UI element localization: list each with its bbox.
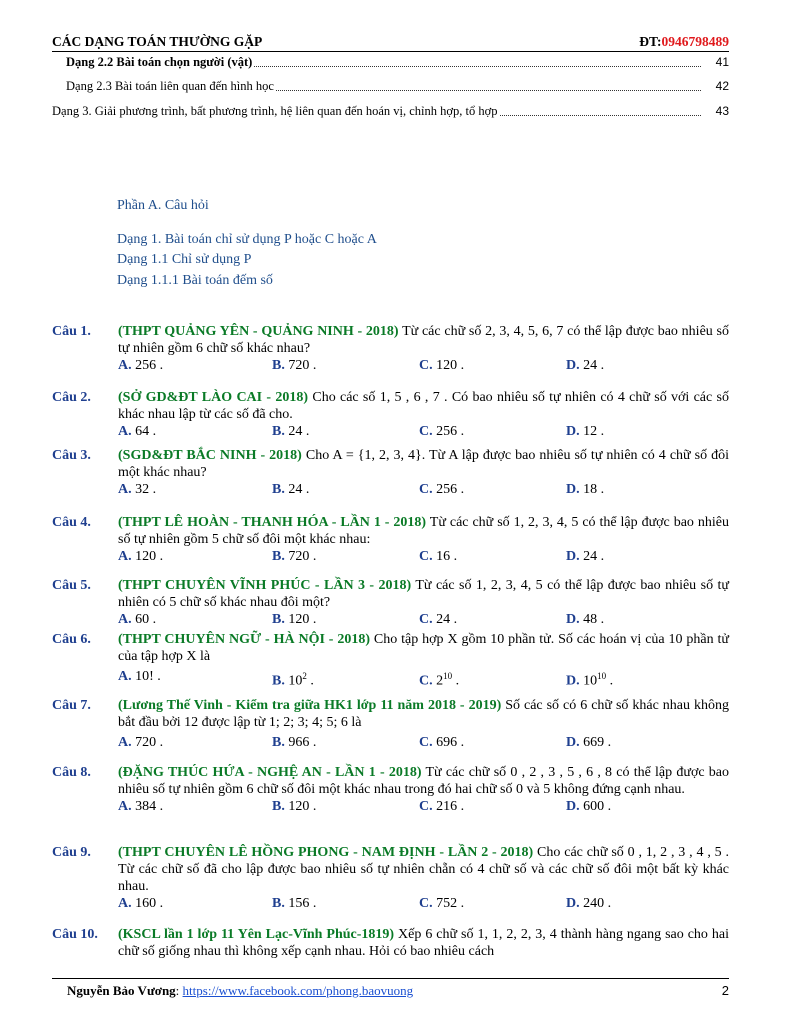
question: Câu 9. (THPT CHUYÊN LÊ HỒNG PHONG - NAM ĐỊNH - LẦN 2 - 2018) Cho các chữ số 0 , 1, 2 , 3 , 4 , 5 . Từ các chữ số đã cho lập được bao nhiêu số tự nhiên chẵn có 4 chữ số và các chữ số đôi một bất kỳ khác nhau. A. 160 . B. 156 . C. 752 . D. 240 .: [52, 845, 729, 911]
header-phone: ĐT:0946798489: [639, 34, 729, 49]
subsubsection-heading: Dạng 1.1.1 Bài toán đếm số: [117, 273, 273, 288]
question: Câu 5. (THPT CHUYÊN VĨNH PHÚC - LẦN 3 - 2018) Từ các số 1, 2, 3, 4, 5 có thể lập được bao nhiêu số tự nhiên có 5 chữ số khác nhau đôi một? A. 60 . B. 120 . C. 24 . D. 48 .: [52, 578, 729, 627]
question: Câu 7. (Lương Thế Vinh - Kiểm tra giữa HK1 lớp 11 năm 2018 - 2019) Số các số có 6 chữ số khác nhau không bắt đầu bởi 12 được lập từ 1; 2; 3; 4; 5; 6 là A. 720 . B. 966 . C. 696 . D. 669 .: [52, 698, 729, 750]
footer-link[interactable]: https://www.facebook.com/phong.baovuong: [182, 983, 414, 998]
toc-entry[interactable]: Dạng 2.3 Bài toán liên quan đến hình học 42: [66, 79, 729, 93]
page-number: 2: [721, 983, 729, 998]
part-heading: Phần A. Câu hỏi: [117, 198, 209, 213]
page-header: [52, 34, 729, 52]
question: Câu 10. (KSCL lần 1 lớp 11 Yên Lạc-Vĩnh Phúc-1819) Xếp 6 chữ số 1, 1, 2, 2, 3, 4 thành hàng ngang sao cho hai chữ số giống nhau thì không xếp cạnh nhau. Hỏi có bao nhiêu cách: [52, 927, 729, 959]
page-footer: Nguyễn Bảo Vương: https://www.facebook.com/phong.baovuong 2: [67, 983, 729, 998]
subsection-heading: Dạng 1.1 Chỉ sử dụng P: [117, 252, 252, 267]
footer-author: Nguyễn Bảo Vương: [67, 983, 176, 998]
question: Câu 8. (ĐẶNG THÚC HỨA - NGHỆ AN - LẦN 1 - 2018) Từ các chữ số 0 , 2 , 3 , 5 , 6 , 8 có thể lập được bao nhiêu số tự nhiên gồm 6 chữ số đôi một khác nhau trong đó hai chữ số 0 và 5 không đứng cạnh nhau. A. 384 . B. 120 . C. 216 . D. 600 .: [52, 765, 729, 814]
section-heading: Dạng 1. Bài toán chỉ sử dụng P hoặc C hoặc A: [117, 232, 377, 247]
question: Câu 2. (SỞ GD&ĐT LÀO CAI - 2018) Cho các số 1, 5 , 6 , 7 . Có bao nhiêu số tự nhiên có 4 chữ số với các số khác nhau lập từ các số đã cho. A. 64 . B. 24 . C. 256 . D. 12 .: [52, 390, 729, 439]
header-rule: [52, 51, 729, 52]
question: Câu 4. (THPT LÊ HOÀN - THANH HÓA - LẦN 1 - 2018) Từ các chữ số 1, 2, 3, 4, 5 có thể lập được bao nhiêu số tự nhiên gồm 5 chữ số đôi một khác nhau: A. 120 . B. 720 . C. 16 . D. 24 .: [52, 515, 729, 564]
question: Câu 1. (THPT QUẢNG YÊN - QUẢNG NINH - 2018) Từ các chữ số 2, 3, 4, 5, 6, 7 có thể lập được bao nhiêu số tự nhiên gồm 6 chữ số khác nhau? A. 256 . B. 720 . C. 120 . D. 24 .: [52, 324, 729, 373]
question: Câu 6. (THPT CHUYÊN NGỮ - HÀ NỘI - 2018) Cho tập hợp X gồm 10 phần tử. Số các hoán vị của 10 phần tử của tập hợp X là A. 10! . B. $10^2$ . C. $2^{10}$ . D. $10^{10}$ .: [52, 632, 730, 689]
header-title: CÁC DẠNG TOÁN THƯỜNG GẶP: [52, 34, 263, 49]
toc-entry[interactable]: Dạng 2.2 Bài toán chọn người (vật) 41: [66, 55, 729, 69]
footer-rule: [52, 978, 729, 979]
toc-entry[interactable]: Dạng 3. Giải phương trình, bất phương trình, hệ liên quan đến hoán vị, chỉnh hợp, tổ hợp 43: [52, 104, 729, 118]
question: Câu 3. (SGD&ĐT BẮC NINH - 2018) Cho A = {1, 2, 3, 4}. Từ A lập được bao nhiêu số tự nhiên có 4 chữ số đôi một khác nhau? A. 32 . B. 24 . C. 256 . D. 18 .: [52, 448, 730, 497]
